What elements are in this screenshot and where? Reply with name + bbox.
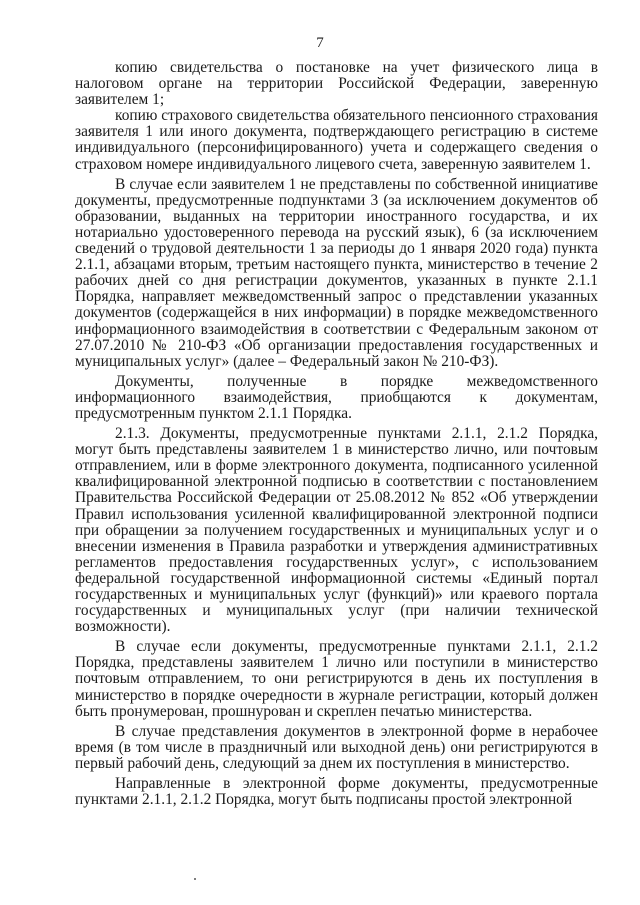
scan-speck (194, 878, 196, 880)
paragraph-simple-signature: Направленные в электронной форме документы, предусмотренные пунктами 2.1.1, 2.1.2 Порядка, могут быть подписаны простой электронной (75, 775, 598, 809)
paragraph-registration-in-person: В случае если документы, предусмотренные пунктами 2.1.1, 2.1.2 Порядка, представлены заявителем 1 лично или поступили в министерство почтовым отправлением, то они регистрируются в день их поступления в министерство в порядке очередности в журнале регистрации, который должен быть пронумерован, прошнурован и скреплен печатью министерства. (75, 638, 598, 720)
paragraph-2-1-3-submission: 2.1.3. Документы, предусмотренные пунктами 2.1.1, 2.1.2 Порядка, могут быть представлены заявителем 1 в министерство лично, или почтовым отправлением, или в форме электронного документа, подписанного усиленной квалифицированной электронной подписью в соответствии с постановлением Правительства Российской Федерации от 25.08.2012 № 852 «Об утверждении Правил использования усиленной квалифицированной электронной подписи при обращении за получением государственных и муниципальных услуг и о внесении изменения в Правила разработки и утверждения административных регламентов предоставления государственных услуг», с использованием федеральной государственной информационной системы «Единый портал государственных и муниципальных услуг (функций)» или краевого портала государственных и муниципальных услуг (при наличии технической возможности). (75, 425, 598, 636)
paragraph-electronic-registration: В случае представления документов в электронной форме в нерабочее время (в том числе в праздничный или выходной день) они регистрируются в первый рабочий день, следующий за днем их поступления в министерство. (75, 722, 598, 772)
paragraph-documents-attached: Документы, полученные в порядке межведомственного информационного взаимодействия, приобщаются к документам, предусмотренным пунктом 2.1.1 Порядка. (75, 372, 598, 422)
paragraph-pension-certificate: копию страхового свидетельства обязательного пенсионного страхования заявителя 1 или иного документа, подтверждающего регистрацию в системе индивидуального (персонифицированного) учета и содержащего сведения о страховом номере индивидуального лицевого счета, заверенную заявителем 1. (75, 107, 598, 173)
document-body (75, 60, 598, 808)
paragraph-interagency-request: В случае если заявителем 1 не представлены по собственной инициативе документы, предусмотренные подпунктами 3 (за исключением документов об образовании, выданных на территории иностранного государства, и их нотариально удостоверенного перевода на русский язык), 6 (за исключением сведений о трудовой деятельности 1 за периоды до 1 января 2020 года) пункта 2.1.1, абзацами вторым, третьим настоящего пункта, министерство в течение 2 рабочих дней со дня регистрации документов, указанных в пункте 2.1.1 Порядка, направляет межведомственный запрос о представлении указанных документов (содержащейся в них информации) в порядке межведомственного информационного взаимодействия в соответствии с Федеральным законом от 27.07.2010 № 210-ФЗ «Об организации предоставления государственных и муниципальных услуг» (далее – Федеральный закон № 210-ФЗ). (75, 175, 598, 370)
paragraph-tax-certificate: копию свидетельства о постановке на учет физического лица в налоговом органе на территории Российской Федерации, заверенную заявителем 1; (75, 59, 598, 109)
page-number: 7 (316, 35, 324, 51)
